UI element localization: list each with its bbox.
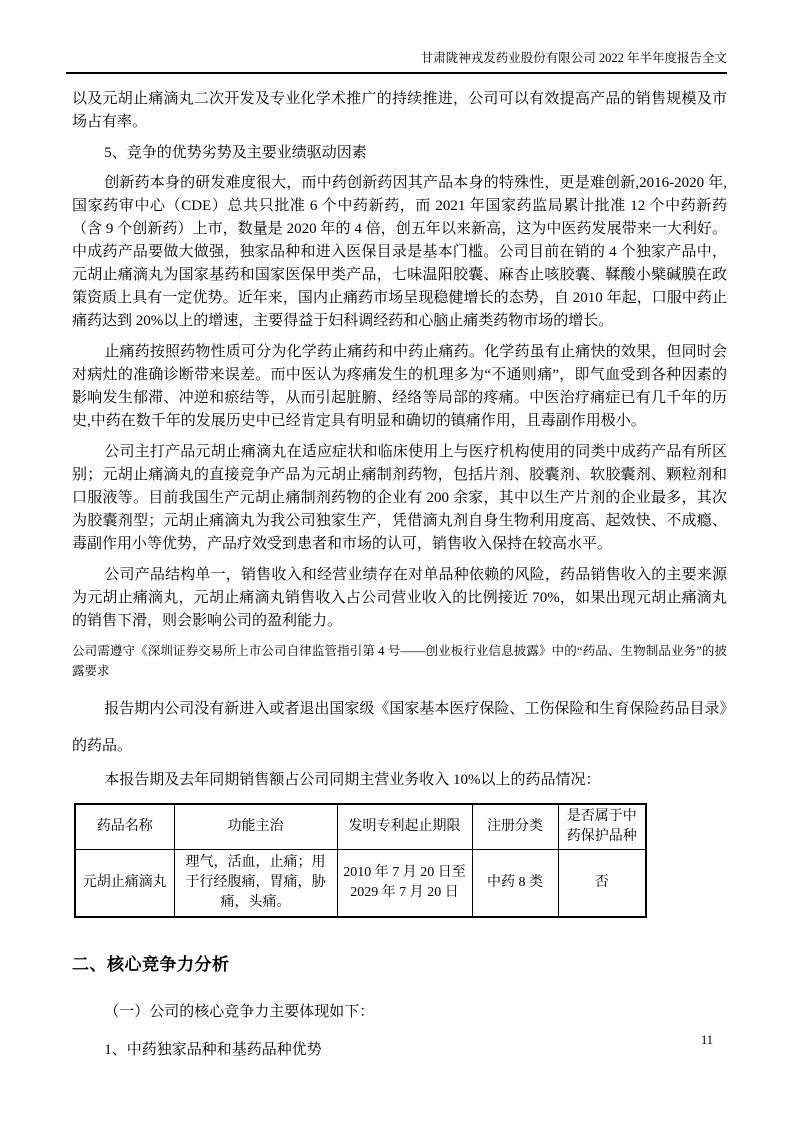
cell-drug-name: 元胡止痛滴丸 <box>75 850 174 918</box>
page-number: 11 <box>700 1033 713 1047</box>
paragraph-painkiller-category: 止痛药按照药物性质可分为化学药止痛药和中药止痛药。化学药虽有止痛快的效果，但同时会对病灶的准确诊断带来误差。而中医认为疼痛发生的机理多为“不通则痛”，即气血受到各种因素的影响发生郁滞、冲逆和瘀结等，从而引起脏腑、经络等局部的疼痛。中医治疗痛症已有几千年的历史,中药在数千年的发展历史中已经肯定具有明显和确切的镇痛作用，且毒副作用极小。 <box>72 344 727 429</box>
cell-tcm-protection: 否 <box>558 850 646 918</box>
column-header-tcm-protection: 是否属于中药保护品种 <box>558 804 646 850</box>
table-header-row <box>75 804 646 850</box>
paragraph-innovation-drugs: 创新药本身的研发难度很大，而中药创新药因其产品本身的特殊性，更是难创新,2016-2020 年,国家药审中心（CDE）总共只批准 6 个中药新药，而 2021 年国家药监局累计批准 12 个中药新药（含 9 个创新药）上市，数量是 2020 年的 4 倍，创五年以来新高，这为中医药发展带来一大利好。中成药产品要做大做强，独家品种和进入医保目录是基本门槛。公司目前在销的 4 个独家产品中，元胡止痛滴丸为国家基药和国家医保甲类产品，七味温阳胶囊、麻杏止咳胶囊、鞣酸小檗碱膜在政策资质上具有一定优势。近年来，国内止痛药市场呈现稳健增长的态势，自 2010 年起，口服中药止痛药达到 20%以上的增速，主要得益于妇科调经药和心脑止痛类药物市场的增长。 <box>72 175 727 329</box>
column-header-indications: 功能主治 <box>174 804 337 850</box>
cell-patent-period: 2010 年 7 月 20 日至 2029 年 7 月 20 日 <box>337 850 472 918</box>
cell-registration-class: 中药 8 类 <box>472 850 558 918</box>
section-title-core-competitiveness: 二、核心竞争力分析 <box>72 955 230 974</box>
report-title: 甘肃陇神戎发药业股份有限公司 2022 年半年度报告全文 <box>420 51 727 65</box>
cell-indications: 理气，活血，止痛；用于行经腹痛，胃痛，胁痛，头痛。 <box>174 850 337 918</box>
column-header-patent-period: 发明专利起止期限 <box>337 804 472 850</box>
drug-info-table <box>74 803 647 918</box>
paragraph-table-intro: 本报告期及去年同期销售额占公司同期主营业务收入 10%以上的药品情况： <box>104 772 601 788</box>
column-header-drug-name: 药品名称 <box>75 804 174 850</box>
paragraph-flagship-product: 公司主打产品元胡止痛滴丸在适应症状和临床使用上与医疗机构使用的同类中成药产品有所区别；元胡止痛滴丸的直接竞争产品为元胡止痛制剂药物，包括片剂、胶囊剂、软胶囊剂、颗粒剂和口服液等。目前我国生产元胡止痛制剂药物的企业有 200 余家，其中以生产片剂的企业最多，其次为胶囊剂型；元胡止痛滴丸为我公司独家生产，凭借滴丸剂自身生物利用度高、起效快、不成瘾、毒副作用小等优势，产品疗效受到患者和市场的认可，销售收入保持在较高水平。 <box>72 444 727 552</box>
paragraph-medical-catalog: 报告期内公司没有新进入或者退出国家级《国家基本医疗保险、工伤保险和生育保险药品目录》的药品。 <box>72 701 727 754</box>
paragraph-disclosure-requirement: 公司需遵守《深圳证券交易所上市公司自律监管指引第 4 号——创业板行业信息披露》中的“药品、生物制品业务”的披露要求 <box>72 644 727 678</box>
table-row <box>75 850 646 918</box>
subheading-competition-factors: 5、竞争的优势劣势及主要业绩驱动因素 <box>104 145 367 161</box>
page-content <box>72 88 727 1062</box>
column-header-registration-class: 注册分类 <box>472 804 558 850</box>
paragraph-exclusive-variety-advantage: 1、中药独家品种和基药品种优势 <box>104 1042 322 1058</box>
paragraph-sales-promotion: 以及元胡止痛滴丸二次开发及专业化学术推广的持续推进，公司可以有效提高产品的销售规模及市场占有率。 <box>72 91 727 130</box>
paragraph-single-product-risk: 公司产品结构单一，销售收入和经营业绩存在对单品种依赖的风险，药品销售收入的主要来源为元胡止痛滴丸，元胡止痛滴丸销售收入占公司营业收入的比例接近 70%，如果出现元胡止痛滴丸的销售下滑，则会影响公司的盈利能力。 <box>72 567 727 629</box>
page-header <box>66 50 727 74</box>
paragraph-core-competitiveness-intro: （一）公司的核心竞争力主要体现如下： <box>104 1004 375 1020</box>
